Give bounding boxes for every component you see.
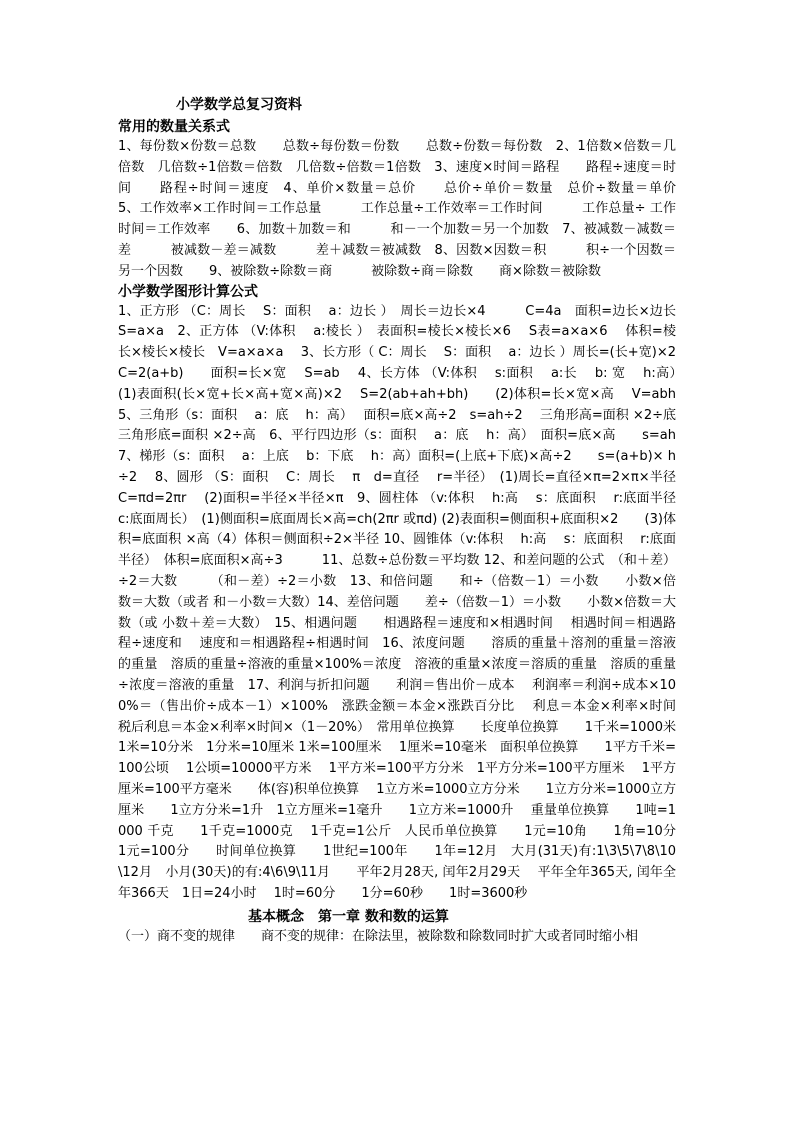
document-page (118, 96, 703, 947)
section-heading-geometry-formulas: 小学数学图形计算公式 (118, 283, 258, 300)
section-heading-quantity-relations: 常用的数量关系式 (118, 119, 230, 135)
chapter-heading: 基本概念 第一章 数和数的运算 (248, 908, 449, 925)
document-title: 小学数学总复习资料 (176, 97, 302, 113)
section-text-geometry-formulas: 1、正方形 （C：周长 S：面积 a：边长 ） 周长＝边长×4 C=4a 面积=边长×边长 S=a×a 2、正方体 （V:体积 a:棱长 ） 表面积=棱长×棱长×6 S表=a×a×6 体积=棱长×棱长×棱长 V=a×a×a 3、长方形（ C：周长 S：面积 a：边长 ）周长=(长+宽)×2 C=2(a+b) 面积=长×宽 S=ab 4、长方体 （V:体积 s:面积 a:长 b: 宽 h:高） (1)表面积(长×宽+长×高+宽×高)×2 S=2(ab+ah+bh) (2)体积=长×宽×高 V=abh 5、三角形（s：面积 a：底 h：高） 面积=底×高÷2 s=ah÷2 三角形高=面积 ×2÷底 三角形底=面积 ×2÷高 6、平行四边形（s：面积 a：底 h：高） 面积=底×高 s=ah 7、梯形（s：面积 a：上底 b：下底 h：高）面积=(上底+下底)×高÷2 s=(a+b)× h÷2 8、圆形 （S：面积 C：周长 π d=直径 r=半径） (1)周长=直径×π=2×π×半径 C=πd=2πr (2)面积=半径×半径×π 9、圆柱体 （v:体积 h:高 s：底面积 r:底面半径 c:底面周长） (1)侧面积=底面周长×高=ch(2πr 或πd) (2)表面积=侧面积+底面积×2 (3)体积=底面积 ×高（4）体积＝侧面积÷2×半径 10、圆锥体（v:体积 h:高 s：底面积 r:底面半径） 体积=底面积×高÷3 11、总数÷总份数＝平均数 12、和差问题的公式 （和＋差）÷2＝大数 （和－差）÷2＝小数 13、和倍问题 和÷（倍数－1）＝小数 小数×倍数＝大数（或者 和－小数＝大数）14、差倍问题 差÷（倍数－1）＝小数 小数×倍数＝大数（或 小数＋差＝大数） 15、相遇问题 相遇路程＝速度和×相遇时间 相遇时间＝相遇路程÷速度和 速度和＝相遇路程÷相遇时间 16、浓度问题 溶质的重量＋溶剂的重量＝溶液的重量 溶质的重量÷溶液的重量×100%＝浓度 溶液的重量×浓度＝溶质的重量 溶质的重量÷浓度＝溶液的重量 17、利润与折扣问题 利润＝售出价－成本 利润率＝利润÷成本×100%＝（售出价÷成本－1）×100% 涨跌金额＝本金×涨跌百分比 利息＝本金×利率×时间 税后利息＝本金×利率×时间×（1－20%） 常用单位换算 长度单位换算 1千米=1000米 1米=10分米 1分米=10厘米 1米=100厘米 1厘米=10毫米 面积单位换算 1平方千米=100公顷 1公顷=10000平方米 1平方米=100平方分米 1平方分米=100平方厘米 1平方厘米=100平方毫米 体(容)积单位换算 1立方米=1000立方分米 1立方分米=1000立方厘米 1立方分米=1升 1立方厘米=1毫升 1立方米=1000升 重量单位换算 1吨=1000 千克 1千克=1000克 1千克=1公斤 人民币单位换算 1元=10角 1角=10分 1元=100分 时间单位换算 1世纪=100年 1年=12月 大月(31天)有:1\3\5\7\8\10\12月 小月(30天)的有:4\6\9\11月 平年2月28天, 闰年2月29天 平年全年365天, 闰年全年366天 1日=24小时 1时=60分 1分=60秒 1时=3600秒 (118, 303, 703, 901)
chapter-text: （一）商不变的规律 商不变的规律：在除法里，被除数和除数同时扩大或者同时缩小相 (118, 928, 639, 944)
section-text-quantity-relations: 1、每份数×份数＝总数 总数÷每份数＝份数 总数÷份数＝每份数 2、1倍数×倍数＝几倍数 几倍数÷1倍数＝倍数 几倍数÷倍数＝1倍数 3、速度×时间＝路程 路程÷速度＝时间 路程÷时间＝速度 4、单价×数量＝总价 总价÷单价＝数量 总价÷数量＝单价 5、工作效率×工作时间＝工作总量 工作总量÷工作效率＝工作时间 工作总量÷ 工作时间＝工作效率 6、加数＋加数＝和 和－一个加数＝另一个加数 7、被减数－减数＝差 被减数－差＝减数 差＋减数＝被减数 8、因数×因数＝积 积÷一个因数＝另一个因数 9、被除数÷除数＝商 被除数÷商＝除数 商×除数＝被除数 (118, 139, 703, 279)
